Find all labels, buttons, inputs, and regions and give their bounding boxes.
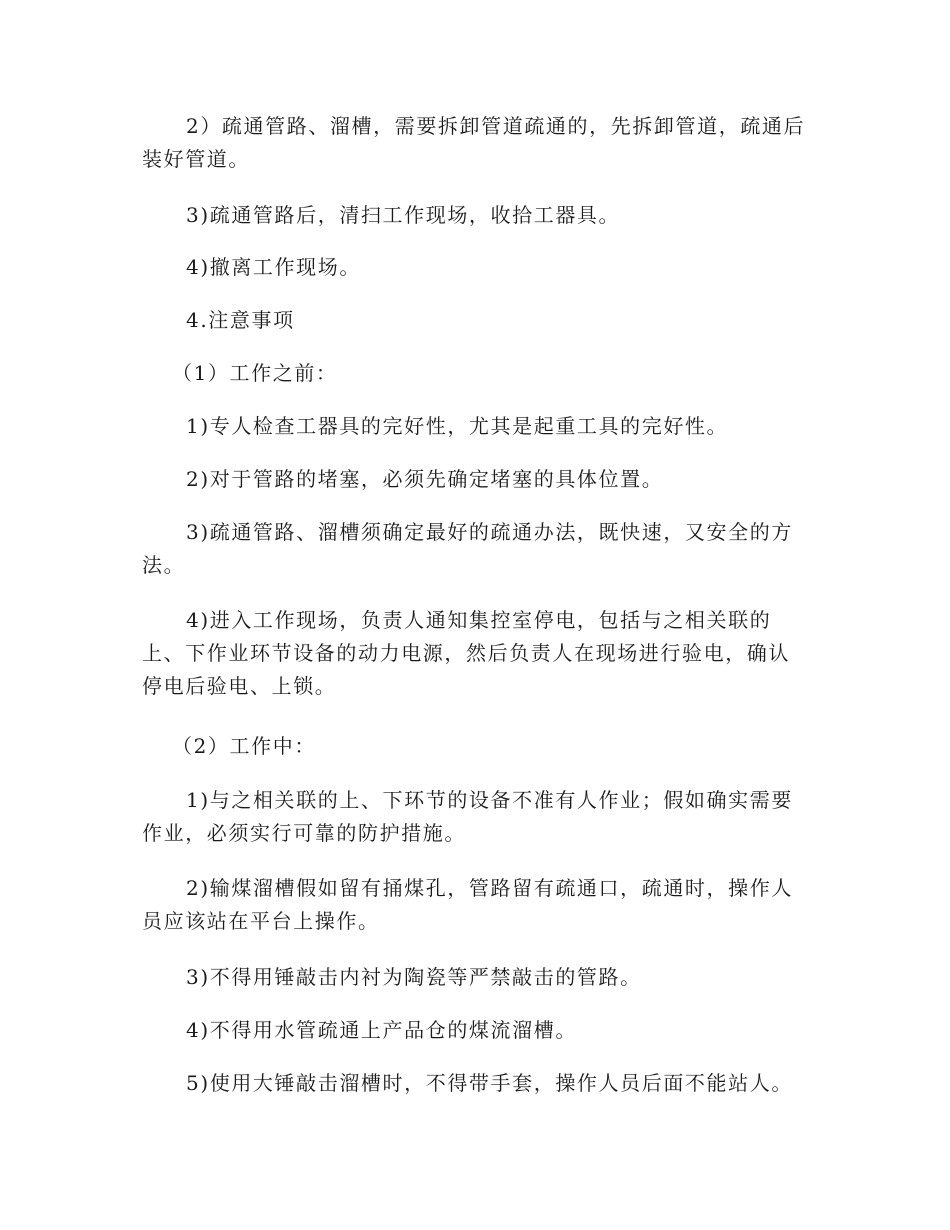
paragraph-step-2-unclog: 2）疏通管路、溜槽，需要拆卸管道疏通的，先拆卸管道，疏通后装好管道。 bbox=[142, 114, 806, 171]
paragraph-before-4: 4)进入工作现场，负责人通知集控室停电，包括与之相关联的上、下作业环节设备的动力电源，然后负责人在现场进行验电，确认停电后验电、上锁。 bbox=[142, 608, 790, 698]
paragraph-during-2: 2)输煤溜槽假如留有捅煤孔，管路留有疏通口，疏通时，操作人员应该站在平台上操作。 bbox=[142, 876, 793, 933]
paragraph-before-2: 2)对于管路的堵塞，必须先确定堵塞的具体位置。 bbox=[186, 467, 664, 491]
paragraph-before-3: 3)疏通管路、溜槽须确定最好的疏通办法，既快速，又安全的方法。 bbox=[142, 520, 793, 577]
paragraph-step-4-leave: 4)撤离工作现场。 bbox=[186, 255, 361, 279]
paragraph-during-1: 1)与之相关联的上、下环节的设备不准有人作业；假如确实需要作业，必须实行可靠的防护措施。 bbox=[142, 788, 793, 845]
paragraph-during-5: 5)使用大锤敲击溜槽时，不得带手套，操作人员后面不能站人。 bbox=[186, 1071, 793, 1095]
subheading-before-work: （1）工作之前： bbox=[172, 361, 338, 385]
paragraph-before-1: 1)专人检查工器具的完好性，尤其是起重工具的完好性。 bbox=[186, 414, 729, 438]
paragraph-during-3: 3)不得用锤敲击内衬为陶瓷等严禁敲击的管路。 bbox=[186, 965, 642, 989]
paragraph-during-4: 4)不得用水管疏通上产品仓的煤流溜槽。 bbox=[186, 1018, 577, 1042]
section-heading-precautions: 4.注意事项 bbox=[186, 308, 295, 332]
paragraph-step-3-cleanup: 3)疏通管路后，清扫工作现场，收拾工器具。 bbox=[186, 203, 621, 227]
subheading-during-work: （2）工作中： bbox=[172, 734, 316, 758]
